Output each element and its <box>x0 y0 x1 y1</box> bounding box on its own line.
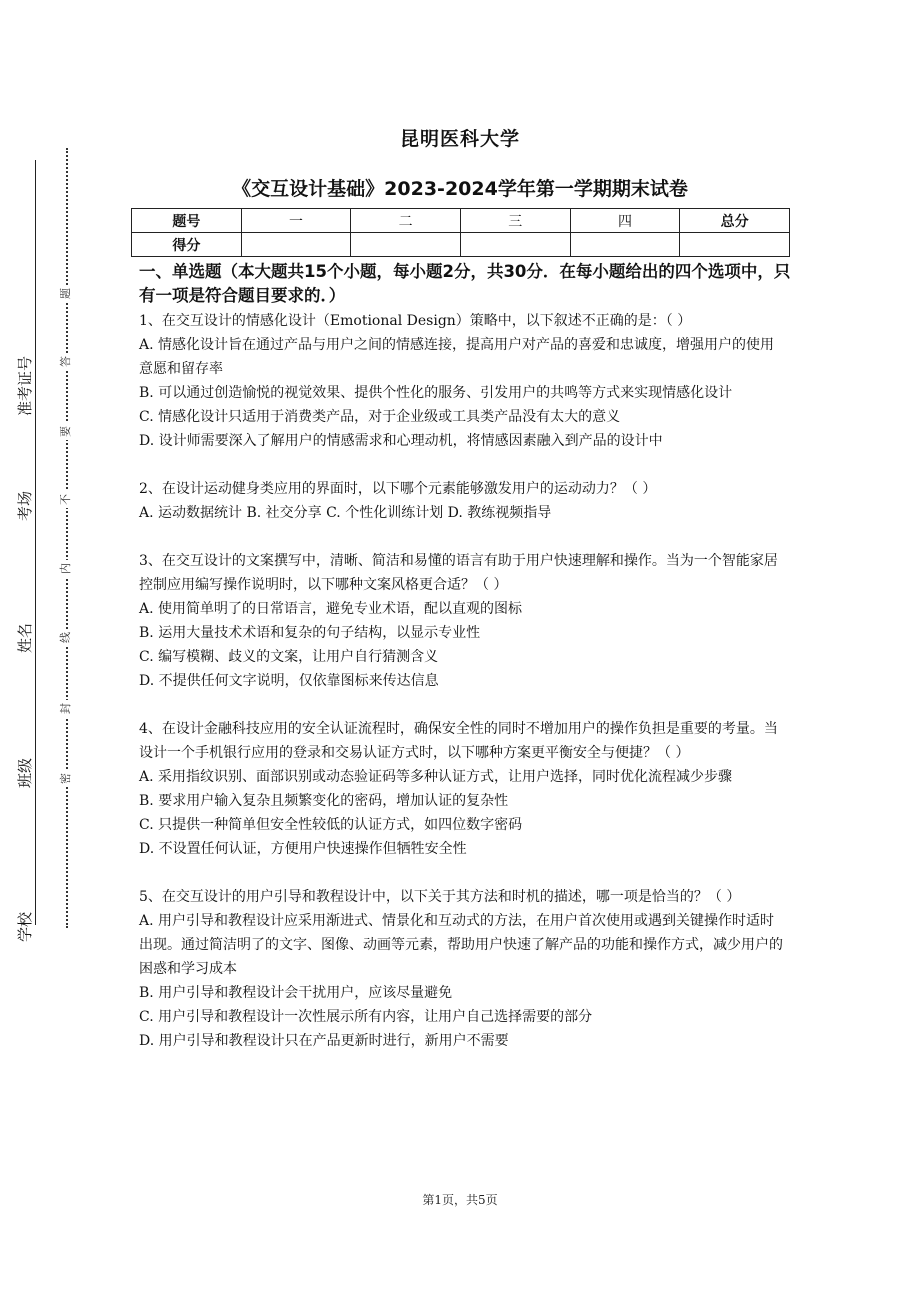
seal-char: 题 <box>57 285 73 302</box>
score-header-cell: 二 <box>351 209 461 233</box>
question-option: B. 用户引导和教程设计会干扰用户，应该尽量避免 <box>139 985 453 1001</box>
field-exam-room-label: 考场 <box>16 490 34 521</box>
score-table-score-row <box>132 233 790 257</box>
score-header-cell: 三 <box>460 209 570 233</box>
section-heading: 一、单选题（本大题共15个小题，每小题2分，共30分．在每小题给出的四个选项中，只有一项是符合题目要求的．） <box>139 262 791 305</box>
field-exam-number-label: 准考证号 <box>16 355 34 416</box>
question-option: C. 编写模糊、歧义的文案，让用户自行猜测含义 <box>139 649 439 665</box>
seal-char: 密 <box>57 770 73 787</box>
question-option: A. 情感化设计旨在通过产品与用户之间的情感连接，提高用户对产品的喜爱和忠诚度，增强用户的使用意愿和留存率 <box>139 337 775 377</box>
question-option: B. 要求用户输入复杂且频繁变化的密码，增加认证的复杂性 <box>139 793 509 809</box>
question-option: C. 用户引导和教程设计一次性展示所有内容，让用户自己选择需要的部分 <box>139 1009 593 1025</box>
seal-char: 内 <box>57 560 73 577</box>
question-option: C. 只提供一种简单但安全性较低的认证方式，如四位数字密码 <box>139 817 523 833</box>
binding-seal-dotted-line <box>66 148 68 928</box>
question-stem: 1、在交互设计的情感化设计（Emotional Design）策略中，以下叙述不正确的是：（ ） <box>139 313 692 329</box>
question-stem: 3、在交互设计的文案撰写中，清晰、简洁和易懂的语言有助于用户快速理解和操作。当为一个智能家居控制应用编写操作说明时，以下哪种文案风格更合适？（ ） <box>139 553 778 593</box>
question-stem: 5、在交互设计的用户引导和教程设计中，以下关于其方法和时机的描述，哪一项是恰当的？（ ） <box>139 889 741 905</box>
field-school-label: 学校 <box>16 911 34 942</box>
question-option: C. 情感化设计只适用于消费类产品，对于企业级或工具类产品没有太大的意义 <box>139 409 621 425</box>
question-option: D. 用户引导和教程设计只在产品更新时进行，新用户不需要 <box>139 1033 509 1049</box>
score-table-header-row <box>132 209 790 233</box>
seal-char: 不 <box>57 491 73 508</box>
question-stem: 2、在设计运动健身类应用的界面时，以下哪个元素能够激发用户的运动动力？（ ） <box>139 481 657 497</box>
question-option: A. 使用简单明了的日常语言，避免专业术语，配以直观的图标 <box>139 601 523 617</box>
seal-char: 封 <box>57 700 73 717</box>
question-option: A. 运动数据统计 B. 社交分享 C. 个性化训练计划 D. 教练视频指导 <box>139 505 552 521</box>
exam-title: 《交互设计基础》2023-2024学年第一学期期末试卷 <box>232 178 688 200</box>
question-5 <box>139 885 787 1053</box>
seal-char: 要 <box>57 423 73 440</box>
score-cell <box>680 233 790 257</box>
score-table <box>131 208 790 257</box>
score-header-cell: 总分 <box>680 209 790 233</box>
question-option: D. 设计师需要深入了解用户的情感需求和心理动机，将情感因素融入到产品的设计中 <box>139 433 663 449</box>
question-option: D. 不设置任何认证，方便用户快速操作但牺牲安全性 <box>139 841 467 857</box>
field-class-label: 班级 <box>16 757 34 788</box>
seal-char: 答 <box>57 353 73 370</box>
score-cell <box>351 233 461 257</box>
binding-write-line <box>35 160 36 925</box>
question-4 <box>139 717 787 861</box>
question-option: A. 采用指纹识别、面部识别或动态验证码等多种认证方式，让用户选择，同时优化流程减少步骤 <box>139 769 733 785</box>
page-number: 第1页，共5页 <box>422 1193 498 1207</box>
score-cell <box>241 233 351 257</box>
score-row-label: 得分 <box>132 233 242 257</box>
question-3 <box>139 549 787 693</box>
question-option: D. 不提供任何文字说明，仅依靠图标来传达信息 <box>139 673 439 689</box>
university-name: 昆明医科大学 <box>399 128 520 150</box>
question-option: A. 用户引导和教程设计应采用渐进式、情景化和互动式的方法，在用户首次使用或遇到关键操作时适时出现。通过简洁明了的文字、图像、动画等元素，帮助用户快速了解产品的功能和操作方式，减少用户的困惑和学习成本 <box>139 913 783 977</box>
score-header-cell: 一 <box>241 209 351 233</box>
score-cell <box>460 233 570 257</box>
score-header-cell: 题号 <box>132 209 242 233</box>
question-list <box>139 309 787 1077</box>
question-2 <box>139 477 787 525</box>
question-1 <box>139 309 787 453</box>
question-option: B. 可以通过创造愉悦的视觉效果、提供个性化的服务、引发用户的共鸣等方式来实现情感化设计 <box>139 385 733 401</box>
question-stem: 4、在设计金融科技应用的安全认证流程时，确保安全性的同时不增加用户的操作负担是重要的考量。当设计一个手机银行应用的登录和交易认证方式时，以下哪种方案更平衡安全与便捷？（ ） <box>139 721 778 761</box>
score-header-cell: 四 <box>570 209 680 233</box>
seal-char: 线 <box>57 629 73 646</box>
score-cell <box>570 233 680 257</box>
field-name-label: 姓名 <box>16 622 34 653</box>
question-option: B. 运用大量技术术语和复杂的句子结构，以显示专业性 <box>139 625 481 641</box>
